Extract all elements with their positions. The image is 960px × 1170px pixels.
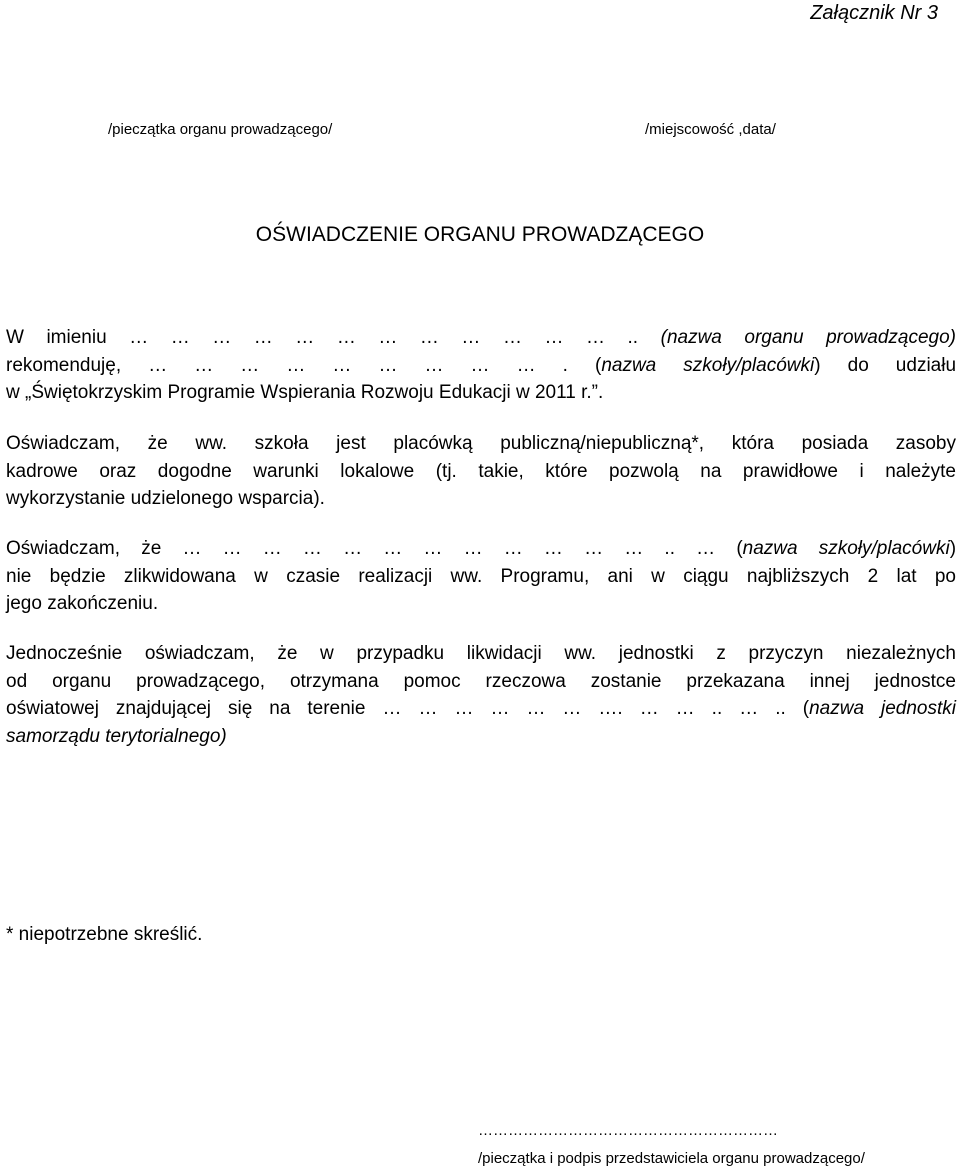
footnote: * niepotrzebne skreślić. [6, 924, 203, 945]
paragraph-line: rekomenduję, … … … … … … … … … . (nazwa szkoły/placówki) do udziału [6, 354, 957, 376]
field-hint: (nazwa jednostki [802, 698, 956, 719]
paragraph-no-liquidation [6, 535, 956, 618]
paragraph-recommendation [6, 324, 956, 407]
field-hint: (nazwa szkoły/placówki) [595, 354, 821, 376]
fill-in-dots: … … … … … … …. … … .. … .. [382, 698, 786, 719]
paragraph-line: Oświadczam, że … … … … … … … … … … … … .. … (nazwa szkoły/placówki) [6, 538, 957, 559]
paragraph-transfer [6, 640, 956, 750]
fill-in-dots: … … … … … … … … … . [148, 354, 568, 376]
signature-line: …………………………………………………… [478, 1122, 778, 1139]
stamp-label: /pieczątka organu prowadzącego/ [108, 121, 333, 138]
field-hint: (nazwa szkoły/placówki) [736, 538, 957, 559]
place-date-label: /miejscowość ,data/ [645, 121, 776, 138]
paragraph-line: oświatowej znajdującej się na terenie … … … … … … …. … … .. … .. (nazwa jednostki [6, 698, 956, 719]
signature-label: /pieczątka i podpis przedstawiciela organu prowadzącego/ [478, 1150, 865, 1167]
fill-in-dots: … … … … … … … … … … … … .. [129, 327, 639, 348]
field-hint: samorządu terytorialnego) [6, 725, 227, 747]
paragraph-line: Oświadczam, że ww. szkoła jest placówką publiczną/niepubliczną*, która posiada zasoby [6, 433, 956, 454]
document-title: OŚWIADCZENIE ORGANU PROWADZĄCEGO [255, 223, 705, 246]
paragraph-resources [6, 430, 956, 513]
attachment-label: Załącznik Nr 3 [810, 2, 938, 24]
paragraph-line: nie będzie zlikwidowana w czasie realizacji ww. Programu, ani w ciągu najbliższych 2 lat po [6, 565, 956, 587]
paragraph-line: od organu prowadzącego, otrzymana pomoc rzeczowa zostanie przekazana innej jednostce [6, 670, 956, 692]
field-hint: (nazwa organu prowadzącego) [660, 327, 957, 348]
paragraph-line: wykorzystanie udzielonego wsparcia). [6, 488, 325, 509]
paragraph-line: w „Świętokrzyskim Programie Wspierania Rozwoju Edukacji w 2011 r.”. [6, 382, 604, 403]
paragraph-line: W imieniu … … … … … … … … … … … … .. (nazwa organu prowadzącego) [6, 327, 957, 348]
paragraph-line: jego zakończeniu. [6, 593, 159, 614]
paragraph-line [6, 723, 956, 751]
paragraph-line: Jednocześnie oświadczam, że w przypadku likwidacji ww. jednostki z przyczyn niezależnych [6, 643, 956, 664]
fill-in-dots: … … … … … … … … … … … … .. … [182, 538, 716, 559]
paragraph-line: kadrowe oraz dogodne warunki lokalowe (tj. takie, które pozwolą na prawidłowe i należyte [6, 460, 956, 482]
